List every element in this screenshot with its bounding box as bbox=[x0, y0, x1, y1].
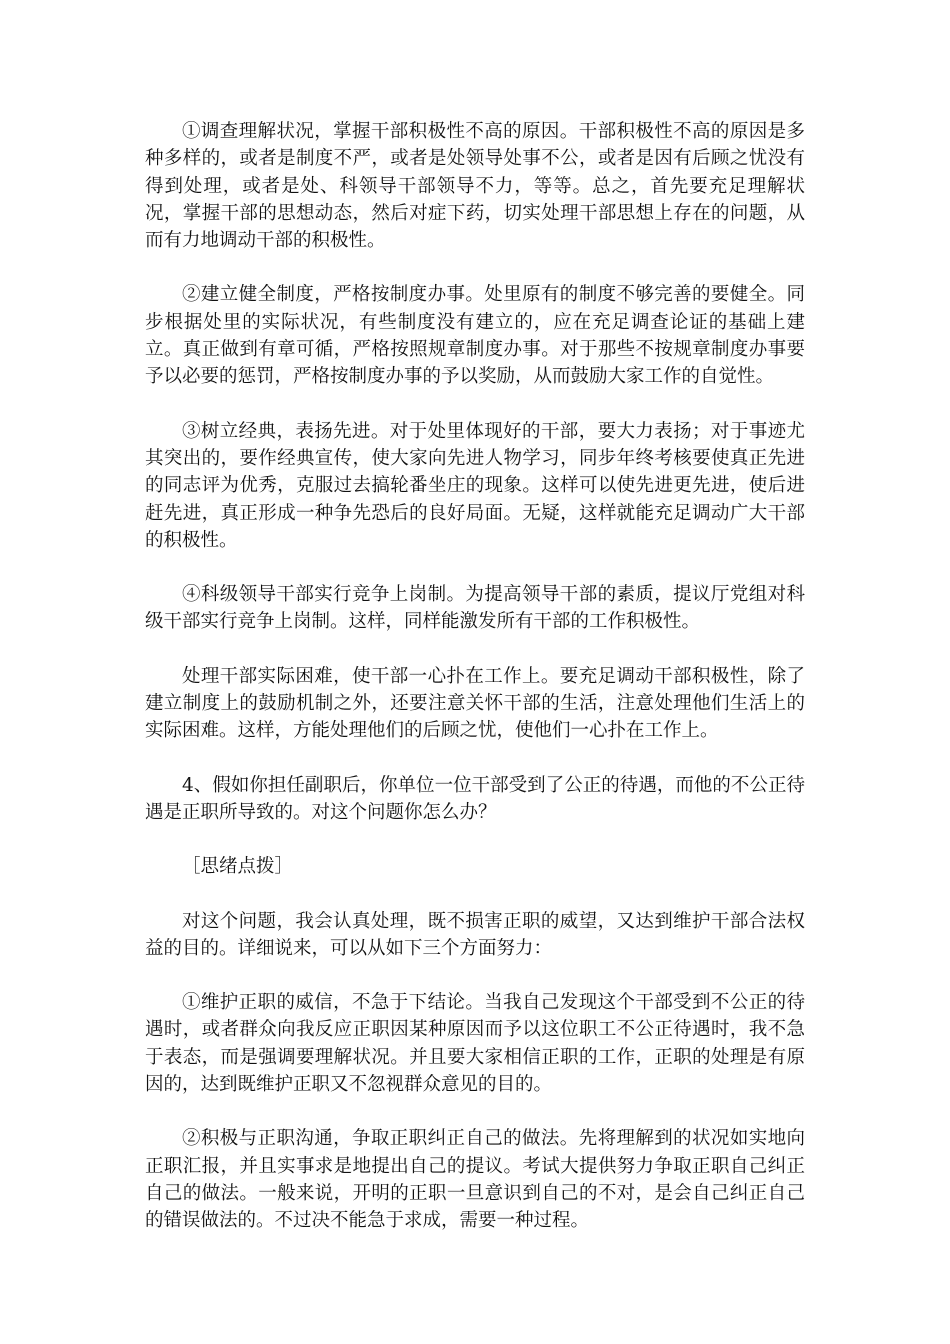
paragraph-maintain-authority: ①维护正职的威信，不急于下结论。当我自己发现这个干部受到不公正的待遇时，或者群众向我反应正职因某种原因而予以这位职工不公正待遇时，我不急于表态，而是强调要理解状况。并且要大家相信正职的工作，正职的处理是有原因的，达到既维护正职又不忽视群众意见的目的。 bbox=[145, 992, 805, 1096]
paragraph-question-4: 4、假如你担任副职后，你单位一位干部受到了公正的待遇，而他的不公正待遇是正职所导致的。对这个问题你怎么办？ bbox=[145, 774, 805, 823]
paragraph-investigate: ①调查理解状况，掌握干部积极性不高的原因。干部积极性不高的原因是多种多样的，或者是制度不严，或者是处领导处事不公，或者是因有后顾之忧没有得到处理，或者是处、科领导干部领导不力，等等。总之，首先要充足理解状况，掌握干部的思想动态，然后对症下药，切实处理干部思想上存在的问题，从而有力地调动干部的积极性。 bbox=[145, 121, 805, 252]
document-page bbox=[145, 118, 805, 1262]
paragraph-build-system: ②建立健全制度，严格按制度办事。处里原有的制度不够完善的要健全。同步根据处里的实际状况，有些制度没有建立的，应在充足调查论证的基础上建立。真正做到有章可循，严格按照规章制度办事。对于那些不按规章制度办事要予以必要的惩罚，严格按制度办事的予以奖励，从而鼓励大家工作的自觉性。 bbox=[145, 284, 805, 388]
paragraph-set-examples: ③树立经典，表扬先进。对于处里体现好的干部，要大力表扬；对于事迹尤其突出的，要作经典宣传，使大家向先进人物学习，同步年终考核要使真正先进的同志评为优秀，克服过去搞轮番坐庄的现象。这样可以使先进更先进，使后进赶先进，真正形成一种争先恐后的良好局面。无疑，这样就能充足调动广大干部的积极性。 bbox=[145, 420, 805, 551]
paragraph-competition: ④科级领导干部实行竞争上岗制。为提高领导干部的素质，提议厅党组对科级干部实行竞争上岗制。这样，同样能激发所有干部的工作积极性。 bbox=[145, 584, 805, 633]
paragraph-difficulties: 处理干部实际困难，使干部一心扑在工作上。要充足调动干部积极性，除了建立制度上的鼓励机制之外，还要注意关怀干部的生活，注意处理他们生活上的实际困难。这样，方能处理他们的后顾之忧，使他们一心扑在工作上。 bbox=[145, 665, 805, 742]
paragraph-communicate: ②积极与正职沟通，争取正职纠正自己的做法。先将理解到的状况如实地向正职汇报，并且实事求是地提出自己的提议。考试大提供努力争取正职自己纠正自己的做法。一般来说，开明的正职一旦意识到自己的不对，是会自己纠正自己的错误做法的。不过决不能急于求成，需要一种过程。 bbox=[145, 1128, 805, 1232]
paragraph-hint-heading: ［思绪点拨］ bbox=[182, 856, 294, 878]
paragraph-answer-intro: 对这个问题，我会认真处理，既不损害正职的威望，又达到维护干部合法权益的目的。详细说来，可以从如下三个方面努力： bbox=[145, 910, 805, 959]
